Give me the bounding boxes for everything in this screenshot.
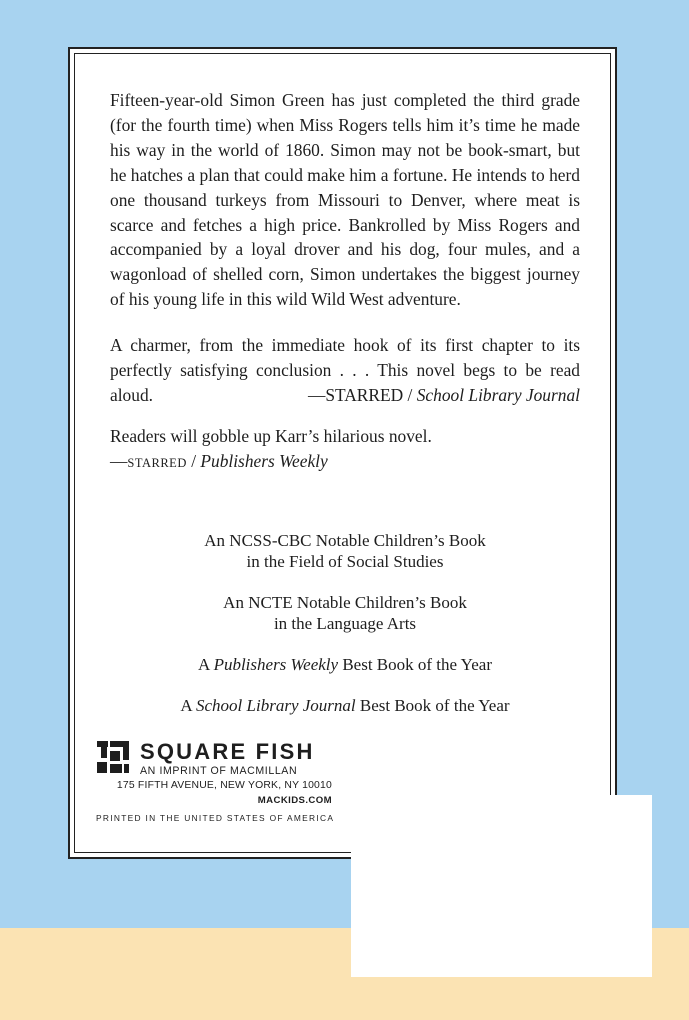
starred-label: STARRED	[127, 455, 187, 470]
award-item: An NCSS-CBC Notable Children’s Book in the Field of Social Studies	[204, 531, 486, 571]
review-attribution: —STARRED / School Library Journal	[307, 384, 580, 405]
review-source: Publishers Weekly	[200, 450, 328, 471]
review-source: School Library Journal	[416, 384, 580, 405]
review-quote-text: A charmer, from the immediate hook of its first chapter to its perfectly satisfying conclusion . . . This novel begs to be read aloud.	[110, 335, 580, 405]
publisher-imprint: AN IMPRINT OF MACMILLAN	[140, 765, 298, 777]
publisher-name: SQUARE FISH	[140, 739, 315, 764]
award-item: A Publishers Weekly Best Book of the Year	[197, 655, 493, 674]
awards-list	[110, 530, 580, 736]
award-item: An NCTE Notable Children’s Book in the Language Arts	[223, 593, 467, 633]
synopsis-paragraph: Fifteen-year-old Simon Green has just completed the third grade (for the fourth time) when Miss Rogers tells him it’s time he made his way in the world of 1860. Simon may not be book-smart, but he hatches a plan that could make him a fortune. He intends to herd one thousand turkeys from Missouri to Denver, where meat is scarce and fetches a high price. Bankrolled by Miss Rogers and accompanied by a loyal drover and his dog, four mules, and a wagonload of shelled corn, Simon undertakes the biggest journey of his young life in this wild Wild West adventure.	[110, 90, 580, 310]
review-quote-2	[110, 424, 580, 449]
publisher-website: MACKIDS.COM	[257, 795, 332, 806]
barcode-area	[351, 795, 652, 977]
review-attribution: —STARRED / Publishers Weekly	[110, 450, 328, 471]
publisher-address: 175 FIFTH AVENUE, NEW YORK, NY 10010	[116, 780, 332, 791]
cover-copy	[110, 88, 580, 476]
review-quote-text: Readers will gobble up Karr’s hilarious novel.	[110, 425, 432, 446]
printed-in-line: PRINTED IN THE UNITED STATES OF AMERICA	[96, 813, 335, 823]
square-fish-logo-icon	[96, 740, 130, 774]
award-item: A School Library Journal Best Book of the Year	[180, 696, 510, 715]
review-quote-1	[110, 333, 580, 408]
starred-label: STARRED	[325, 384, 404, 405]
